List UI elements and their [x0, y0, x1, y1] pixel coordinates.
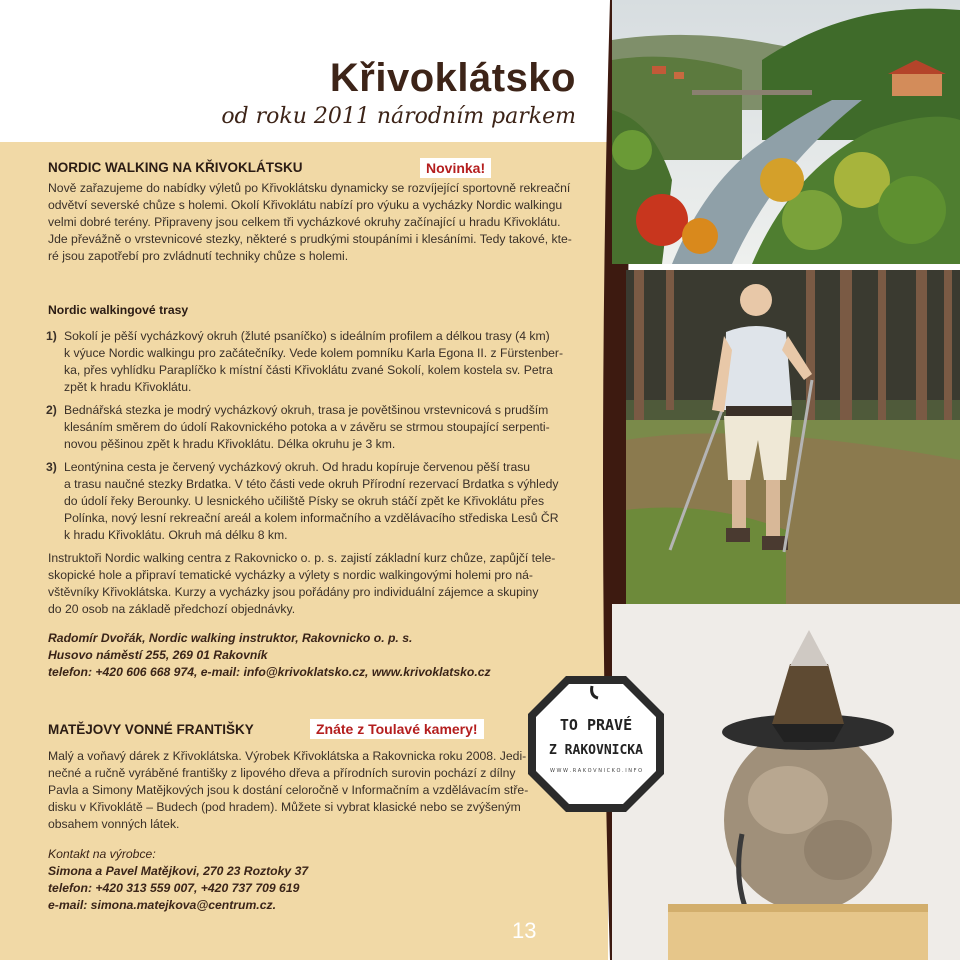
stamp-line-1: TO PRAVÉ [559, 716, 633, 734]
page-subtitle: od roku 2011 národním parkem [221, 104, 576, 129]
frantisky-contact: Kontakt na výrobce: Simona a Pavel Matějkovi, 270 23 Roztoky 37 telefon: +420 313 559 007, +420 737 709 619 e-mail: simona.matejkova@centrum.cz. [48, 847, 309, 912]
novinka-badge: Novinka! [420, 158, 491, 178]
page-title: Křivoklátsko [329, 56, 576, 100]
to-prave-z-rakovnicka-stamp [524, 672, 668, 816]
nordic-walker-photo [626, 270, 960, 604]
page-number: 13 [512, 918, 537, 943]
toulava-kamera-badge: Znáte z Toulavé kamery! [310, 719, 484, 739]
trail-item: 3) Leontýnina cesta je červený vycházkový okruh. Od hradu kopíruje červenou pěší trasu a trasu naučné stezky Brdatka. V této části vede okruh Přírodní rezervací Brdatka s výhledy do údolí řeky Berounky. U lesnického učiliště Písky se okruh stáčí zpět ke Křivoklátu přes Polínka, nový lesní rekreační areál a kolem informačního a vzdělávacího střediska Lesů ČR k hradu Křivoklátu. Okruh má délku 8 km. [46, 460, 559, 542]
nordic-heading: NORDIC WALKING NA KŘIVOKLÁTSKU [48, 160, 303, 175]
stamp-line-2: Z RAKOVNICKA [549, 743, 643, 758]
nordic-intro: Nově zařazujeme do nabídky výletů po Křivoklátsku dynamicky se rozvíjející sportovně rekreační odvětví severské chůze s holemi. Okolí Křivoklátu nabízí pro výuku a vycházky Nordic walkingu velmi dobré terény. Připraveny jsou celkem tři vycházkové okruhy začínající u hradu Křivoklátu. Jde převážně o vrstevnicové stezky, některé s prudkými stoupáními i klesáními. Tedy takové, kte- ré jsou zapotřebí pro zvládnutí techniky chůze s holemi. [48, 181, 572, 263]
frantisky-body: Malý a voňavý dárek z Křivoklátska. Výrobek Křivoklátska a Rakovnicka roku 2008. Jedi- nečné a ručně vyráběné františky z lipového dřeva a přírodních surovin pochází z dílny Pavla a Simony Matějkových jsou k dostání celoročně v Informačním a vzdělávacím stře- disku v Křivoklátě – Budech (pod hradem). Můžete si vybrat klasické nebo se zvýšeným obsahem vonných látek. [48, 749, 529, 831]
instructors-paragraph: Instruktoři Nordic walking centra z Rakovnicko o. p. s. zajistí základní kurz chůze, zapůjčí tele- skopické hole a připraví tematické vycházky a výlety s nordic walkingovými holemi pro ná- vštěvníky Křivoklátska. Kurzy a vycházky jsou pořádány pro individuální zájemce a skupiny do 20 osob na základě předchozí objednávky. [48, 551, 556, 616]
stamp-url: W W W . R A K O V N I C K O . I N F O [549, 768, 643, 774]
trails-heading: Nordic walkingové trasy [48, 303, 189, 317]
trail-item: 2) Bednářská stezka je modrý vycházkový okruh, trasa je povětšinou vrstevnicová s prudším klesáním směrem do údolí Rakovnického potoka a v závěru se strmou stoupající serpenti- novou pěšinou zpět k hradu Křivoklátu. Délka okruhu je 3 km. [46, 403, 550, 451]
trail-item: 1) Sokolí je pěší vycházkový okruh (žluté psaníčko) s ideálním profilem a délkou trasy (4 km) k výuce Nordic walkingu pro začátečníky. Vede kolem pomníku Karla Egona II. z Fürstenber- ka, přes vyhlídku Paraplíčko k místní části Křivoklátu zvané Sokolí, kolem kostela sv. Petra zpět k hradu Křivoklátu. [46, 329, 564, 394]
valley-landscape-photo [612, 0, 960, 264]
frantisky-heading: MATĚJOVY VONNÉ FRANTIŠKY [48, 722, 254, 737]
nordic-contact: Radomír Dvořák, Nordic walking instruktor, Rakovnicko o. p. s. Husovo náměstí 255, 269 01 Rakovník telefon: +420 606 668 974, e-mail: info@krivoklatsko.cz, www.krivoklatsko.cz [48, 631, 491, 679]
